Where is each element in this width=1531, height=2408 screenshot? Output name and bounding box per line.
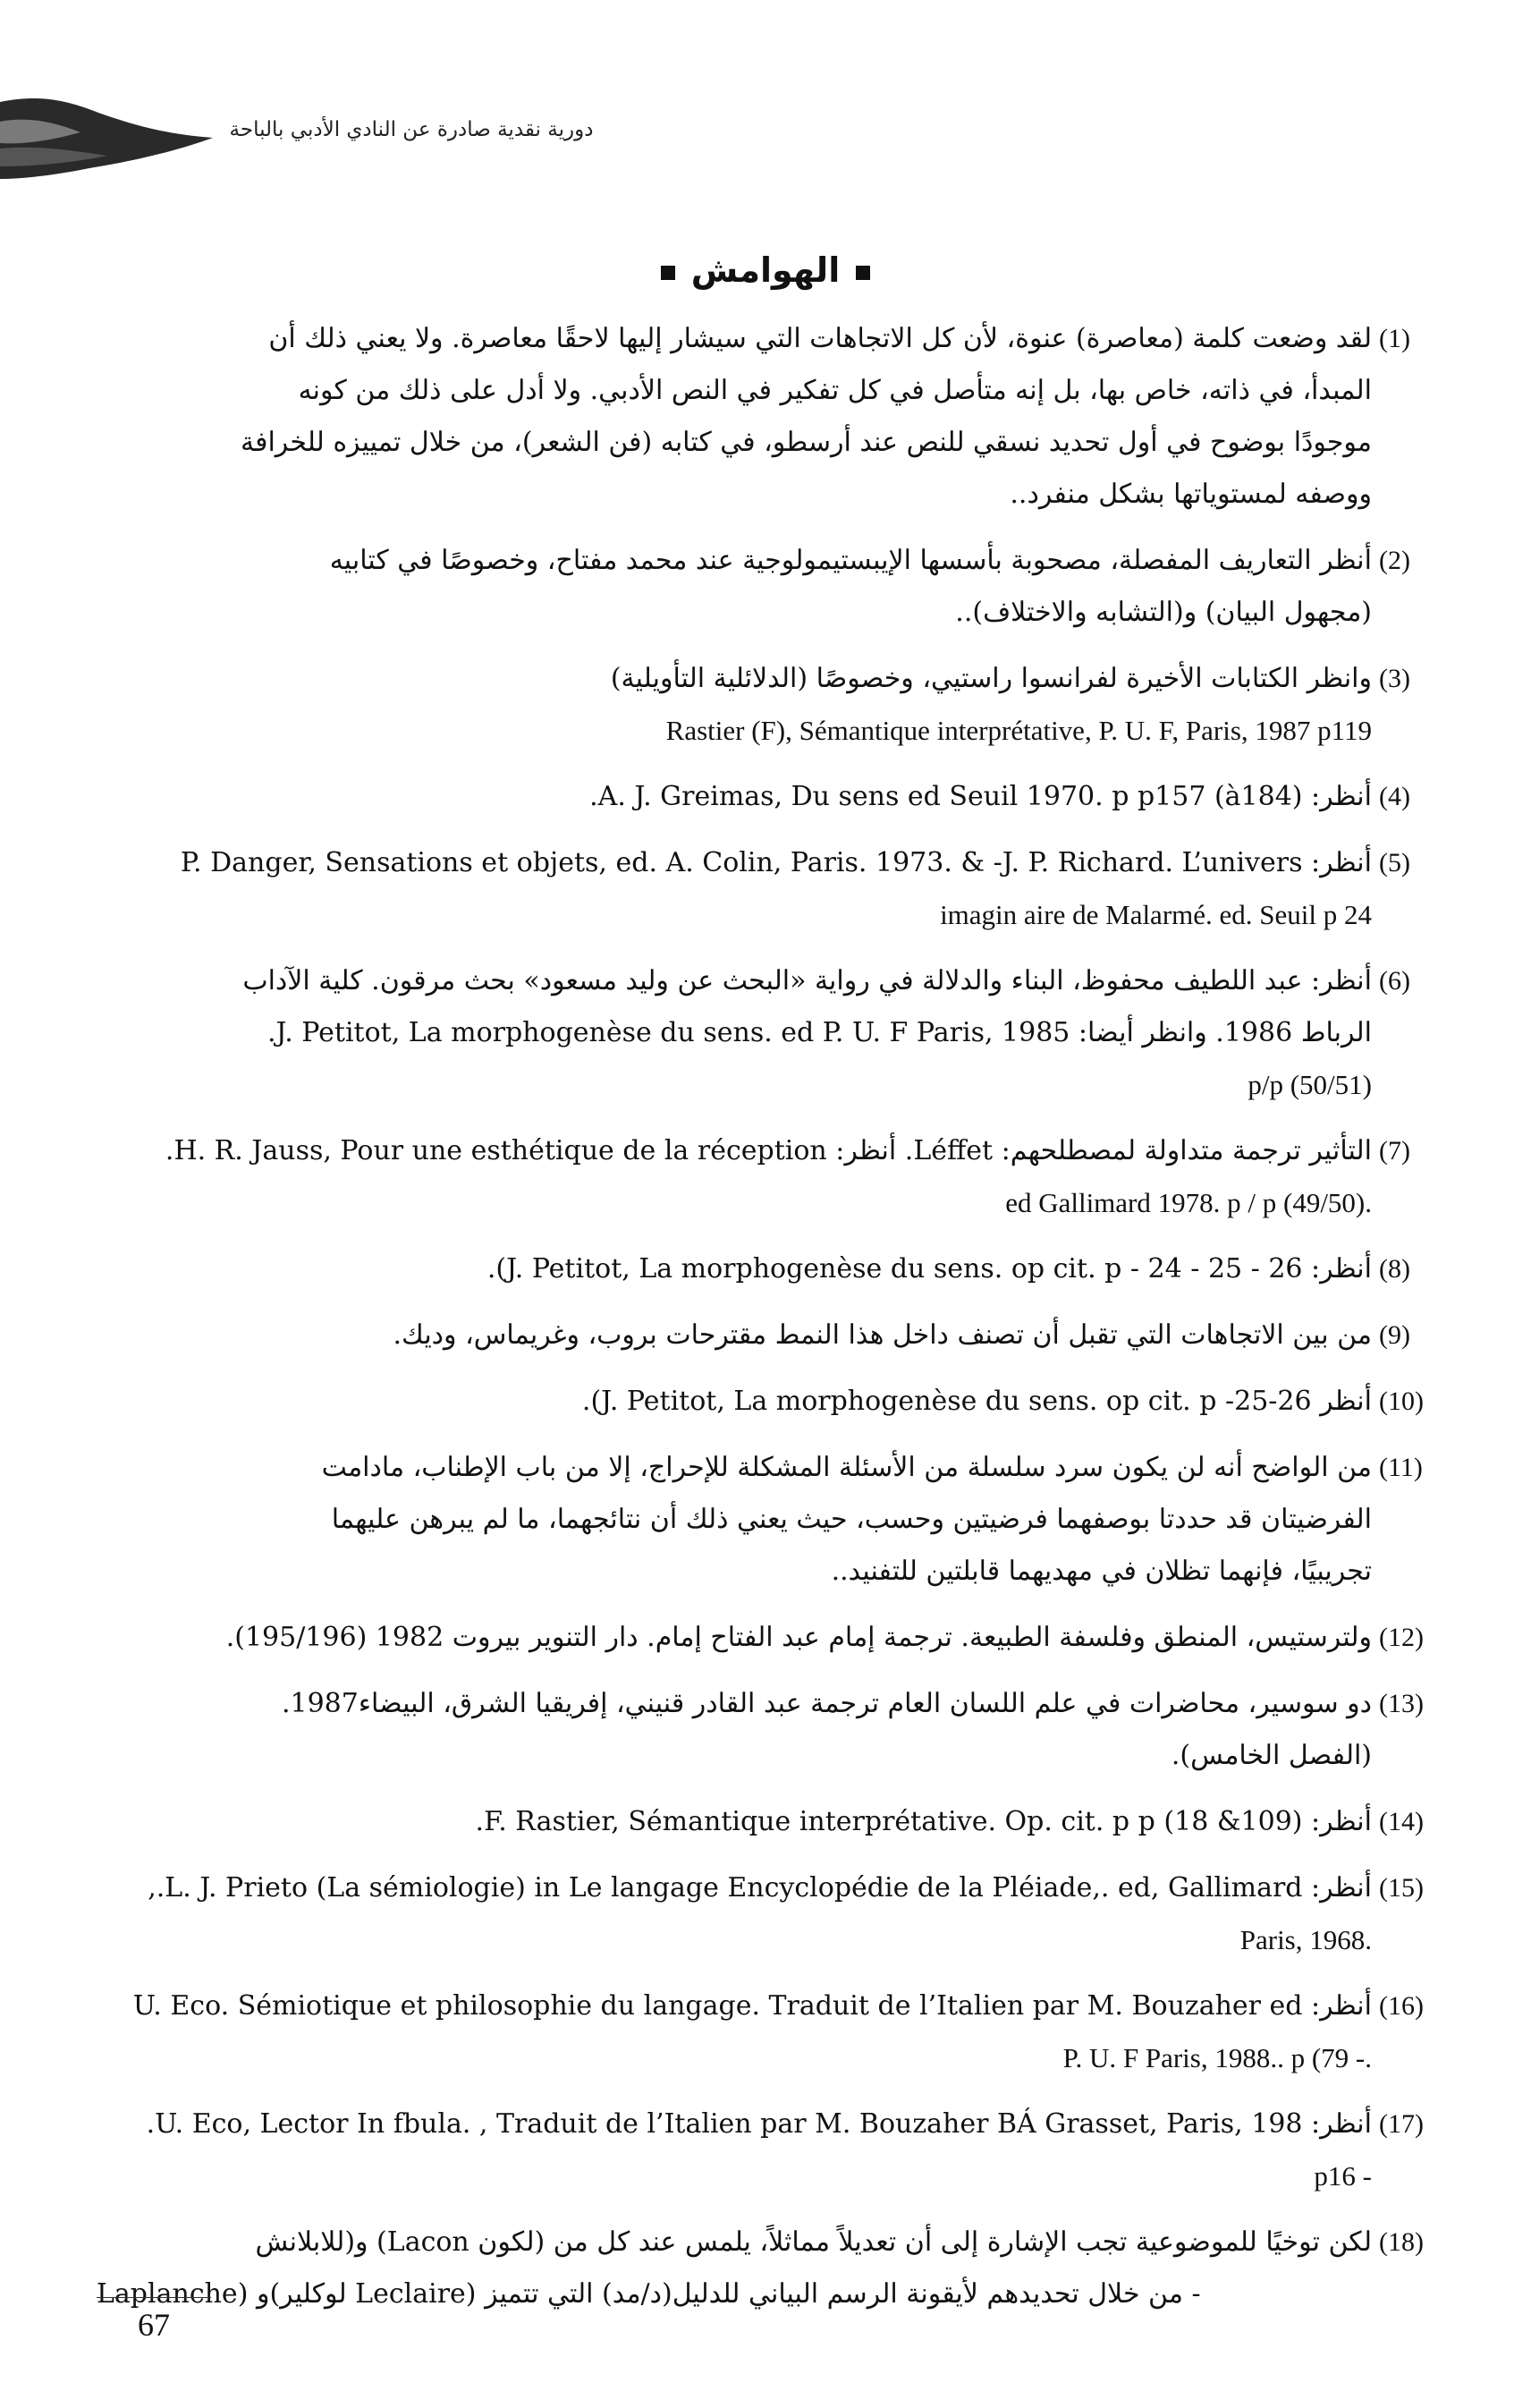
section-title <box>0 250 1531 290</box>
footnote-number: (7) <box>1379 1136 1410 1166</box>
footnote-line: imagin aire de Malarmé. ed. Seuil p 24 <box>940 899 1372 930</box>
footnote-item <box>97 771 1447 823</box>
footnote-item <box>97 1243 1447 1295</box>
footnote-item <box>97 955 1447 1111</box>
footnote-item <box>97 837 1447 941</box>
footnote-line: من الواضح أنه لن يكون سرد سلسلة من الأسئلة المشكلة للإحراج، إلا من باب الإطناب، مادامت <box>321 1452 1372 1483</box>
footnote-number: (6) <box>1379 966 1410 996</box>
footnote-number: (4) <box>1379 782 1410 811</box>
journal-name: دورية نقدية صادرة عن النادي الأدبي بالباحة <box>229 118 594 141</box>
footnote-line: أنظر: L. J. Prieto (La sémiologie) in Le langage Encyclopédie de la Pléiade,. ed, Gallimard., <box>148 1872 1372 1904</box>
footnote-number: (18) <box>1379 2227 1424 2257</box>
footnote-line: دو سوسير، محاضرات في علم اللسان العام ترجمة عبد القادر قنيني، إفريقيا الشرق، البيضاء1987. <box>281 1688 1372 1719</box>
footnote-item <box>97 1125 1447 1229</box>
footnote-line: Laplanche) و(لوكلير Leclaire) من خلال تحديدهم لأيقونة الرسم البياني للدليل(د/مد) التي تتميز - <box>97 2278 1201 2310</box>
footnote-line: لقد وضعت كلمة (معاصرة) عنوة، لأن كل الاتجاهات التي سيشار إليها لاحقًا معاصرة. ولا يعني ذلك أن <box>268 323 1372 354</box>
page-number-rule <box>97 2297 211 2298</box>
footnote-line: أنظر: J. Petitot, La morphogenèse du sens. op cit. p - 24 - 25 - 26). <box>486 1253 1372 1285</box>
footnote-line: أنظر: عبد اللطيف محفوظ، البناء والدلالة في رواية «البحث عن وليد مسعود» بحث مرقون. كلية الآداب <box>242 965 1372 996</box>
footnote-line: وانظر الكتابات الأخيرة لفرانسوا راستيي، وخصوصًا (الدلائلية التأويلية) <box>610 663 1372 694</box>
footnote-item <box>97 313 1447 521</box>
footnote-item <box>97 1796 1447 1848</box>
footnote-line: ولترستيس، المنطق وفلسفة الطبيعة. ترجمة إمام عبد الفتاح إمام. دار التنوير بيروت 1982 (195/196). <box>225 1622 1372 1653</box>
footnote-number: (11) <box>1379 1453 1423 1482</box>
footnote-number: (15) <box>1379 1873 1424 1903</box>
footnote-item <box>97 535 1447 639</box>
footnote-line: Rastier (F), Sémantique interprétative, P. U. F, Paris, 1987 p119 <box>665 715 1372 746</box>
footnote-line: أنظر: U. Eco. Sémiotique et philosophie du langage. Traduit de l’Italien par M. Bouzaher ed <box>132 1990 1372 2022</box>
footnote-line: ed Gallimard 1978. p / p (49/50). <box>1005 1187 1372 1218</box>
footnote-item <box>97 1310 1447 1361</box>
footnote-line: أنظر: U. Eco, Lector In fbula. , Traduit de l’Italien par M. Bouzaher BÁ Grasset, Paris, 198. <box>146 2108 1372 2140</box>
footnote-item <box>97 1862 1447 1966</box>
footnote-line: الرباط 1986. وانظر أيضا: J. Petitot, La morphogenèse du sens. ed P. U. F Paris, 1985. <box>266 1017 1372 1048</box>
footnote-line: (الفصل الخامس). <box>1171 1740 1372 1771</box>
footnote-line: التأثير ترجمة متداولة لمصطلحهم: Léffet. أنظر: H. R. Jauss, Pour une esthétique de la réception. <box>165 1135 1372 1166</box>
footnote-number: (8) <box>1379 1254 1410 1284</box>
footnote-item <box>97 1442 1447 1598</box>
footnote-number: (17) <box>1379 2109 1424 2139</box>
footnote-line: موجودًا بوضوح في أول تحديد نسقي للنص عند أرسطو، في كتابه (فن الشعر)، من خلال تمييزه للخرافة <box>241 427 1372 458</box>
footnote-line: أنظر: A. J. Greimas, Du sens ed Seuil 1970. p p157 (à184). <box>589 781 1372 812</box>
square-bullet-icon <box>661 266 675 280</box>
footnote-number: (9) <box>1379 1320 1410 1350</box>
footnote-number: (10) <box>1379 1386 1424 1416</box>
footnote-item <box>97 2099 1447 2202</box>
footnote-line: p/p (50/51) <box>1248 1069 1372 1100</box>
footnote-item <box>97 1678 1447 1782</box>
footnote-number: (3) <box>1379 664 1410 693</box>
footnote-number: (12) <box>1379 1623 1424 1652</box>
footnote-line: أنظر: F. Rastier, Sémantique interprétative. Op. cit. p p (18 &109). <box>475 1806 1372 1837</box>
footnote-number: (2) <box>1379 546 1410 575</box>
footnote-number: (1) <box>1379 324 1410 353</box>
footnote-line: ووصفه لمستوياتها بشكل منفرد.. <box>1010 479 1372 510</box>
footnote-line: Paris, 1968. <box>1239 1924 1372 1955</box>
footnotes-list <box>97 313 1447 2335</box>
footnote-line: أنظر التعاريف المفصلة، مصحوبة بأسسها الإيبستيمولوجية عند محمد مفتاح، وخصوصًا في كتابيه <box>329 545 1372 576</box>
page-number: 67 <box>138 2307 170 2343</box>
footnote-line: الفرضيتان قد حددتا بوصفهما فرضيتين وحسب، حيث يعني ذلك أن نتائجهما، ما لم يبرهن عليهما <box>331 1504 1372 1535</box>
footnote-line: المبدأ، في ذاته، خاص بها، بل إنه متأصل في كل تفكير في النص الأدبي. ولا أدل على ذلك من كونه <box>298 375 1372 406</box>
footnote-number: (5) <box>1379 848 1410 878</box>
footnote-line: لكن توخيًا للموضوعية تجب الإشارة إلى أن تعديلاً مماثلاً، يلمس عند كل من (لكون Lacon) و(للابلانش <box>255 2226 1372 2258</box>
section-title-text: الهوامش <box>690 250 841 290</box>
footnote-item <box>97 2217 1447 2320</box>
footnote-number: (13) <box>1379 1689 1424 1718</box>
footnote-line: أنظر: P. Danger, Sensations et objets, ed. A. Colin, Paris. 1973. & -J. P. Richard. L’univers <box>180 847 1372 878</box>
footnote-item <box>97 1612 1447 1664</box>
footnote-line: (مجهول البيان) و(التشابه والاختلاف).. <box>955 597 1372 628</box>
footnote-line: p16 - <box>1314 2160 1372 2192</box>
footnote-line: من بين الاتجاهات التي تقبل أن تصنف داخل هذا النمط مقترحات بروب، وغريماس، وديك. <box>393 1319 1372 1351</box>
footnote-line: تجريبيًا، فإنهما تظلان في مهديهما قابلتين للتفنيد.. <box>831 1556 1372 1587</box>
footnote-line: P. U. F Paris, 1988.. p (79 -. <box>1062 2042 1372 2073</box>
footnote-item <box>97 1376 1447 1428</box>
footnote-number: (14) <box>1379 1807 1424 1836</box>
footnote-item <box>97 1980 1447 2084</box>
footnote-line: أنظر J. Petitot, La morphogenèse du sens. op cit. p -25-26). <box>581 1386 1372 1417</box>
footnote-item <box>97 653 1447 757</box>
square-bullet-icon <box>856 266 870 280</box>
footnote-number: (16) <box>1379 1991 1424 2021</box>
